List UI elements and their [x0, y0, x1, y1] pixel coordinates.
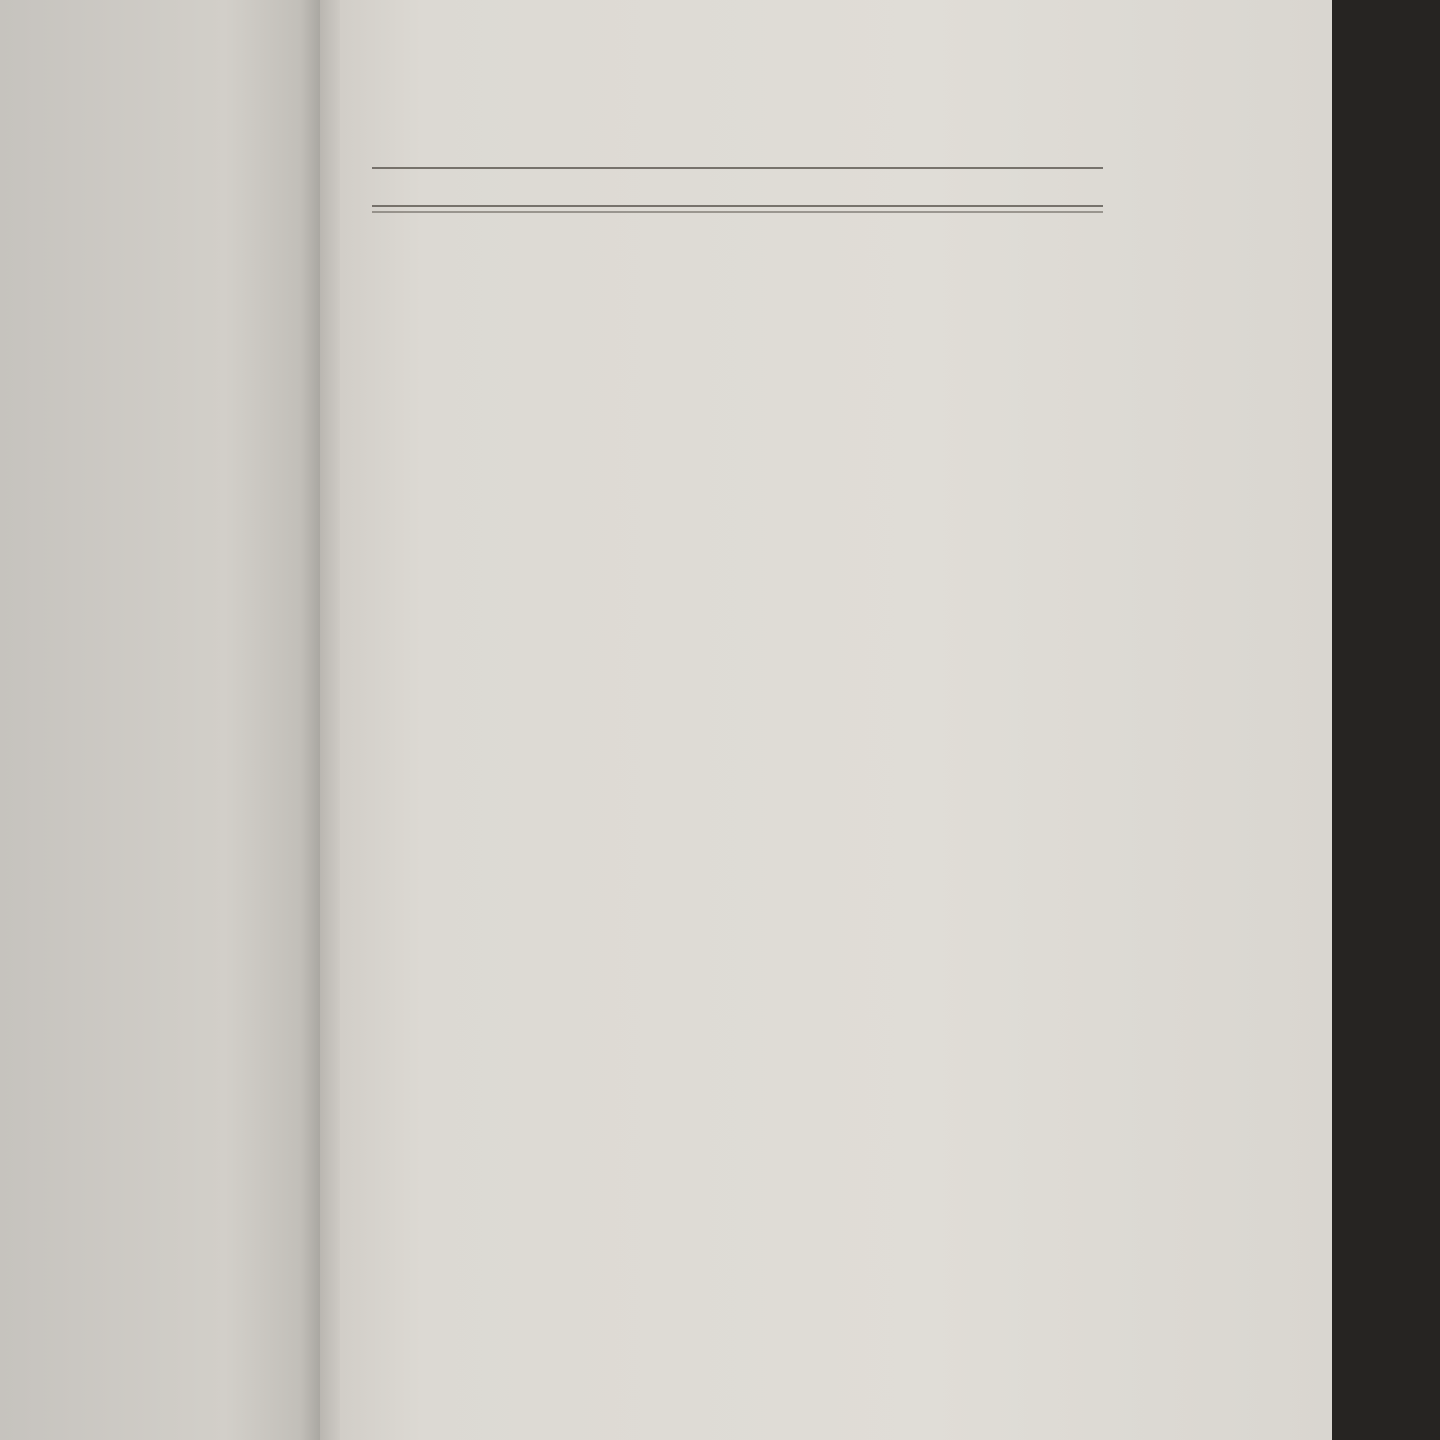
dark-background	[1332, 0, 1440, 1440]
left-facing-page	[0, 0, 322, 1440]
book-gutter	[300, 0, 340, 1440]
fleuron-ornament-icon	[370, 120, 1105, 260]
